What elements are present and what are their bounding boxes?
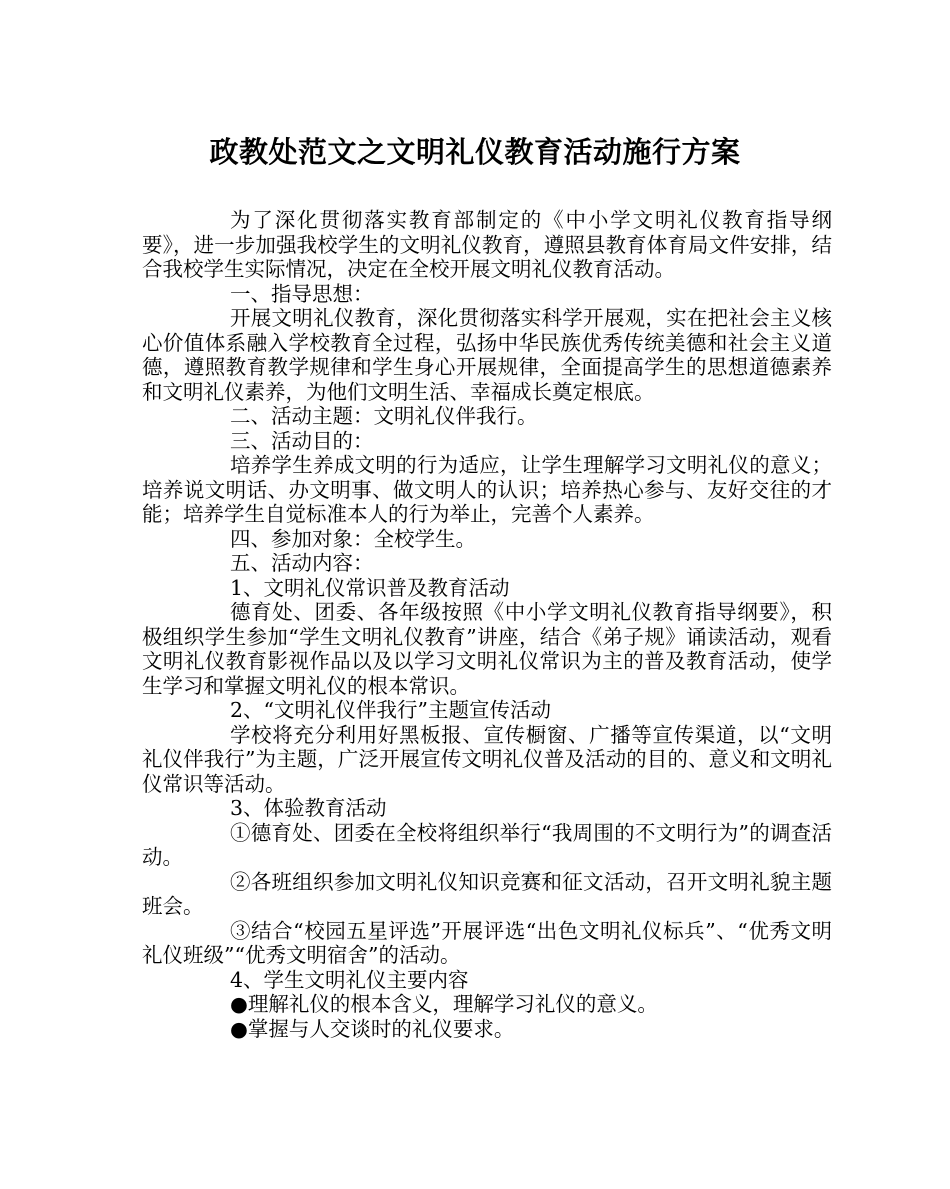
- paragraph-activity-purpose: 培养学生养成文明的行为适应，让学生理解学习文明礼仪的意义；培养说文明话、办文明事、做文明人的认识；培养热心参与、友好交往的才能；培养学生自觉标准本人的行为举止，完善个人素养。: [142, 453, 832, 526]
- section-heading-participants: 四、参加对象：全校学生。: [230, 526, 476, 551]
- section-heading-guiding-ideology: 一、指导思想：: [230, 281, 374, 306]
- bullet-item-conversation: ●掌握与人交谈时的礼仪要求。: [230, 1016, 515, 1041]
- section-heading-activity-purpose: 三、活动目的：: [230, 428, 374, 453]
- list-item-selection: ③结合“校园五星评选”开展评选“出色文明礼仪标兵”、“优秀文明礼仪班级”“优秀文明宿舍”的活动。: [142, 918, 832, 967]
- intro-paragraph: 为了深化贯彻落实教育部制定的《中小学文明礼仪教育指导纲要》，进一步加强我校学生的文明礼仪教育，遵照县教育体育局文件安排，结合我校学生实际情况，决定在全校开展文明礼仪教育活动。: [142, 208, 832, 281]
- bullet-item-meaning: ●理解礼仪的根本含义，理解学习礼仪的意义。: [230, 992, 658, 1016]
- paragraph-etiquette-knowledge: 德育处、团委、各年级按照《中小学文明礼仪教育指导纲要》，积极组织学生参加“学生文明礼仪教育”讲座，结合《弟子规》诵读活动，观看文明礼仪教育影视作品以及以学习文明礼仪常识为主的普及教育活动，使学生学习和掌握文明礼仪的根本常识。: [142, 600, 832, 698]
- document-title: 政教处范文之文明礼仪教育活动施行方案: [209, 135, 741, 169]
- subheading-experience-education: 3、体验教育活动: [230, 796, 387, 820]
- section-heading-activity-content: 五、活动内容：: [230, 551, 374, 575]
- paragraph-guiding-ideology: 开展文明礼仪教育，深化贯彻落实科学开展观，实在把社会主义核心价值体系融入学校教育全过程，弘扬中华民族优秀传统美德和社会主义道德，遵照教育教学规律和学生身心开展规律，全面提高学生的思想道德素养和文明礼仪素养，为他们文明生活、幸福成长奠定根底。: [142, 306, 832, 404]
- document-body: [142, 208, 832, 1041]
- paragraph-theme-promotion: 学校将充分利用好黑板报、宣传橱窗、广播等宣传渠道，以“文明礼仪伴我行”为主题，广泛开展宣传文明礼仪普及活动的目的、意义和文明礼仪常识等活动。: [142, 722, 832, 796]
- list-item-survey: ①德育处、团委在全校将组织举行“我周围的不文明行为”的调查活动。: [142, 820, 832, 869]
- section-heading-activity-theme: 二、活动主题：文明礼仪伴我行。: [230, 404, 538, 428]
- subheading-etiquette-knowledge: 1、文明礼仪常识普及教育活动: [230, 575, 510, 600]
- subheading-theme-promotion: 2、“文明礼仪伴我行”主题宣传活动: [230, 698, 552, 722]
- subheading-main-content: 4、学生文明礼仪主要内容: [230, 967, 469, 992]
- list-item-competition: ②各班组织参加文明礼仪知识竞赛和征文活动，召开文明礼貌主题班会。: [142, 869, 832, 918]
